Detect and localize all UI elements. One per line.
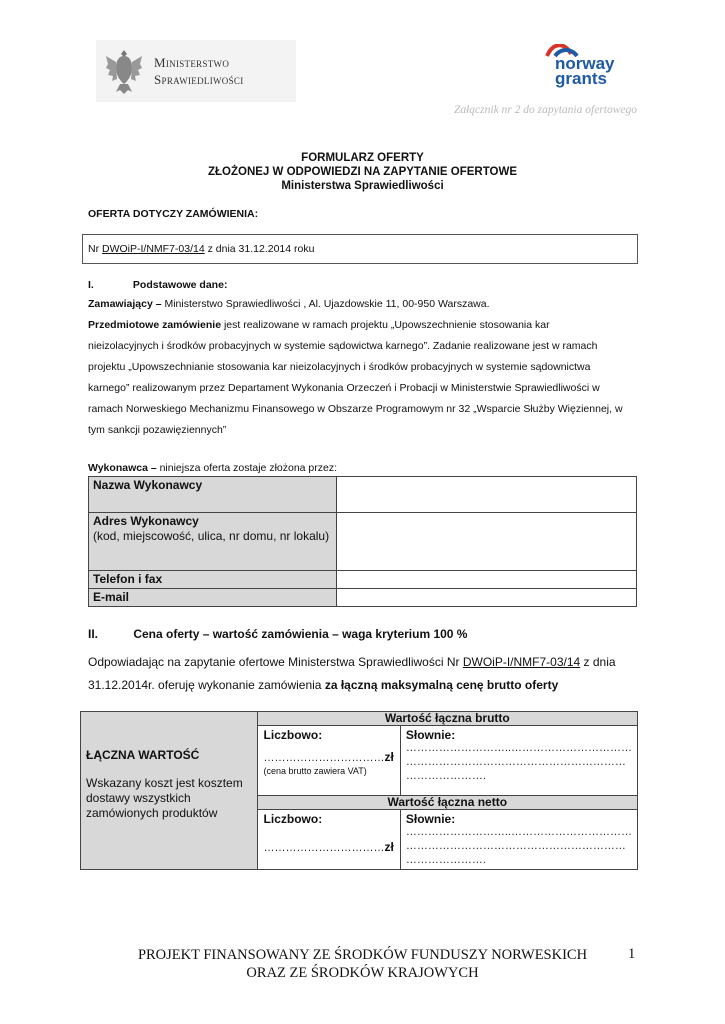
section1-line-text: Ministerstwo Sprawiedliwości , Al. Ujazdowskie 11, 00-950 Warszawa. xyxy=(161,298,490,310)
address-label-title: Adres Wykonawcy xyxy=(93,514,199,528)
table-row xyxy=(89,477,637,513)
gross-words-dots-1: ………………………..…………………………… xyxy=(405,742,632,754)
order-number: DWOiP-I/NMF7-03/14 xyxy=(102,243,205,255)
total-value-note: Wskazany koszt jest kosztem dostawy wszystkich zamówionych produktów xyxy=(86,776,243,820)
norway-grants-logo xyxy=(543,44,623,94)
contractor-email-label: E-mail xyxy=(89,589,337,607)
ministry-name-line2: Sprawiedliwości xyxy=(154,72,244,87)
net-numeric-dots: …………………………… xyxy=(263,842,385,854)
gross-numeric-dots: …………………………… xyxy=(263,752,385,764)
gross-header: Wartość łączna brutto xyxy=(257,712,637,726)
para-text: 31.12.2014r. oferuję wykonanie zamówienia xyxy=(88,678,325,692)
section1-line-text: projektu „Upowszechnianie stosowania kar nieizolacyjnych i środków probacyjnych w systemie sądownictwa xyxy=(88,361,591,373)
eagle-emblem-icon xyxy=(104,46,144,96)
section1-line-text: jest realizowane w ramach projektu „Upowszechnienie stosowania kar xyxy=(221,319,550,331)
norway-text-line2: grants xyxy=(555,69,607,88)
contractor-address-field[interactable] xyxy=(337,513,637,571)
section1-line xyxy=(88,340,597,352)
footer-line2: ORAZ ZE ŚRODKÓW KRAJOWYCH xyxy=(246,965,479,981)
section2-heading xyxy=(88,627,467,641)
total-value-cell xyxy=(81,712,258,870)
section1-line-text: ramach Norweskiego Mechanizmu Finansowego w Obszarze Programowym nr 32 „Wsparcie Służby Więziennej, w xyxy=(88,403,623,415)
footer xyxy=(0,946,725,982)
net-words-dots-3: …………………. xyxy=(405,854,486,866)
table-row xyxy=(81,712,638,726)
section1-line-text: karnego” realizowanym przez Departament Wykonania Orzeczeń i Probacji w Ministerstwie Sprawiedliwości w xyxy=(88,382,600,394)
address-label-hint: (kod, miejscowość, ulica, nr domu, nr lokalu) xyxy=(93,529,330,543)
contractor-intro xyxy=(88,462,337,474)
section2-paragraph-line2 xyxy=(88,678,558,692)
table-row xyxy=(89,589,637,607)
gross-words-dots-3: …………………. xyxy=(405,770,486,782)
gross-numeric-label: Liczbowo: xyxy=(263,728,323,742)
gross-words-cell[interactable] xyxy=(400,726,637,796)
section1-line xyxy=(88,298,490,310)
contractor-address-label xyxy=(89,513,337,571)
section2-paragraph-line1 xyxy=(88,655,616,669)
form-subtitle: ZŁOŻONEJ W ODPOWIEDZI NA ZAPYTANIE OFERTOWE xyxy=(207,166,517,178)
contractor-name-label: Nazwa Wykonawcy xyxy=(89,477,337,513)
section1-number: I. xyxy=(88,279,94,291)
price-table xyxy=(80,711,638,870)
net-words-dots-2: …………………………………………………… xyxy=(405,840,626,852)
section1-line-text: nieizolacyjnych i środków probacyjnych w systemie sądowictwa karnego”. Zadanie realizowane jest w ramach xyxy=(88,340,598,352)
para-bold-text: za łączną maksymalną cenę brutto oferty xyxy=(324,678,559,692)
section1-heading xyxy=(88,279,227,291)
section1-line-text: tym sankcji pozawięziennych” xyxy=(88,424,227,436)
section1-line-bold: Przedmiotowe zamówienie xyxy=(88,319,222,331)
section1-title: Podstawowe dane: xyxy=(132,279,228,291)
para-text: Odpowiadając na zapytanie ofertowe Ministerstwa Sprawiedliwości Nr xyxy=(88,655,463,669)
contractor-table xyxy=(88,476,637,607)
net-words-cell[interactable] xyxy=(400,810,637,870)
contractor-phone-label: Telefon i fax xyxy=(89,571,337,589)
order-prefix: Nr xyxy=(88,243,100,255)
net-header: Wartość łączna netto xyxy=(257,796,637,810)
total-value-title: ŁĄCZNA WARTOŚĆ xyxy=(86,748,200,762)
net-numeric-label: Liczbowo: xyxy=(263,812,323,826)
ministry-name-line1: Ministerstwo xyxy=(154,55,230,70)
table-row xyxy=(89,513,637,571)
section1-line xyxy=(88,424,226,436)
norway-text-line1: norway xyxy=(555,54,615,73)
footer-line1: PROJEKT FINANSOWANY ZE ŚRODKÓW FUNDUSZY NORWESKICH xyxy=(137,947,588,963)
net-words-label: Słownie: xyxy=(405,812,456,826)
table-row xyxy=(89,571,637,589)
para-order-number: DWOiP-I/NMF7-03/14 xyxy=(462,655,581,669)
contractor-name-field[interactable] xyxy=(337,477,637,513)
gross-words-dots-2: …………………………………………………… xyxy=(405,756,626,768)
form-issuer: Ministerstwa Sprawiedliwości xyxy=(281,180,444,192)
net-numeric-line xyxy=(264,840,394,854)
net-numeric-cell[interactable] xyxy=(257,810,400,870)
gross-vat-note: (cena brutto zawiera VAT) xyxy=(263,766,367,776)
section2-number: II. xyxy=(88,627,99,641)
section1-line xyxy=(88,403,623,415)
gross-numeric-line xyxy=(264,750,394,764)
gross-currency: zł xyxy=(384,750,394,764)
form-title: FORMULARZ OFERTY xyxy=(301,152,424,164)
contractor-intro-bold: Wykonawca – xyxy=(88,462,157,474)
order-heading: OFERTA DOTYCZY ZAMÓWIENIA: xyxy=(88,208,259,220)
contractor-phone-field[interactable] xyxy=(337,571,637,589)
order-number-box xyxy=(82,234,638,264)
section1-line xyxy=(88,361,590,373)
net-currency: zł xyxy=(384,840,394,854)
section1-line xyxy=(88,319,550,331)
section1-line xyxy=(88,382,600,394)
contractor-intro-text: niniejsza oferta zostaje złożona przez: xyxy=(156,462,338,474)
net-words-dots-1: ………………………..…………………………… xyxy=(405,826,632,838)
gross-numeric-cell[interactable] xyxy=(257,726,400,796)
page-number: 1 xyxy=(628,946,636,962)
order-date: z dnia 31.12.2014 roku xyxy=(207,243,315,255)
section2-title: Cena oferty – wartość zamówienia – waga kryterium 100 % xyxy=(133,627,468,641)
para-text: z dnia xyxy=(580,655,616,669)
attachment-note: Załącznik nr 2 do zapytania ofertowego xyxy=(453,104,637,116)
gross-words-label: Słownie: xyxy=(405,728,456,742)
ministry-logo xyxy=(96,40,296,102)
section1-line-bold: Zamawiający – xyxy=(88,298,162,310)
contractor-email-field[interactable] xyxy=(337,589,637,607)
